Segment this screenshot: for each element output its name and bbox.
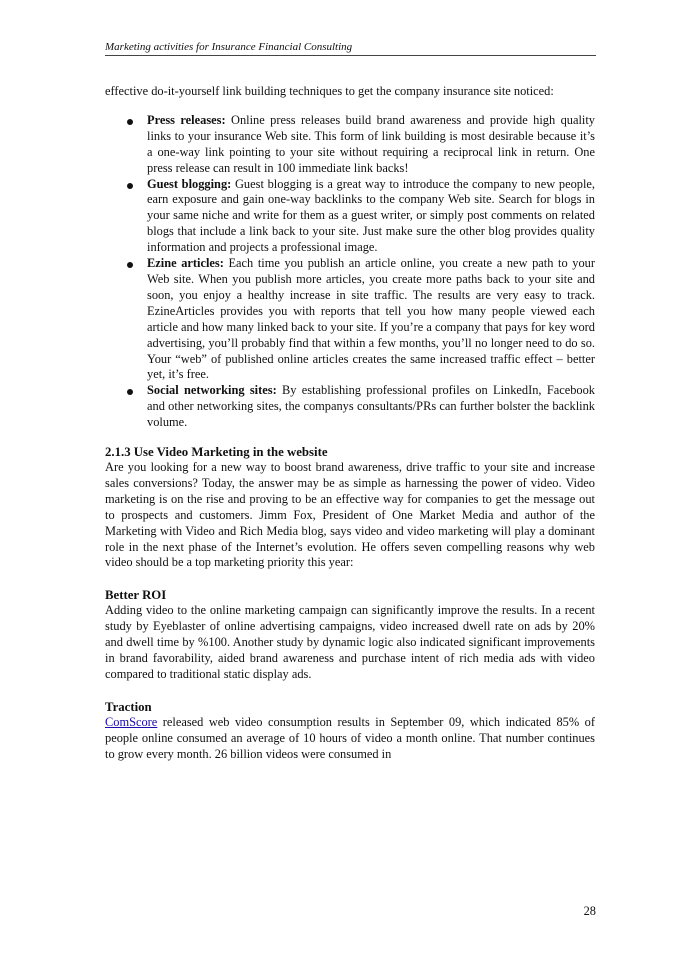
- list-item: [105, 177, 595, 257]
- page-body: [105, 84, 595, 763]
- list-item-term: Ezine articles:: [147, 256, 224, 271]
- running-header: Marketing activities for Insurance Financial Consulting: [105, 40, 596, 56]
- list-item: [105, 113, 595, 177]
- list-item: [105, 256, 595, 383]
- roi-heading: Better ROI: [105, 588, 167, 603]
- traction-heading: Traction: [105, 699, 152, 714]
- intro-paragraph: effective do-it-yourself link building techniques to get the company insurance site noticed:: [105, 84, 554, 98]
- list-item: [105, 383, 595, 431]
- section-paragraph: Are you looking for a new way to boost brand awareness, drive traffic to your site and increase sales conversions? Today, the answer may be as simple as harnessing the power of video. Video marketing is on the rise and proving to be an effective way for companies to get the message out to prospects and customers. Jimm Fox, President of One Market Media and author of the Marketing with Video and Rich Media blog, says video and video marketing will play a dominant role in the next phase of the Internet’s evolution. He offers seven compelling reasons why web video should be a top marketing priority this year:: [105, 460, 595, 570]
- bullet-icon: [127, 389, 133, 395]
- bullet-icon: [127, 262, 133, 268]
- list-item-text: Each time you publish an article online, you create a new path to your Web site. When you publish more articles, you create more paths back to your site and soon, you enjoy a healthy increase in site traffic. The results are very easy to track. EzineArticles provides you with reports that tell you how many people viewed each article and how many linked back to your site. If you’re a company that pays for key word advertising, you’ll probably find that within a few months, you’ll no longer need to do so. Your “web” of published online articles creates the same increased traffic effect – better yet, it’s free.: [147, 256, 595, 382]
- traction-paragraph: [105, 715, 595, 763]
- list-item-term: Guest blogging:: [147, 176, 232, 191]
- list-item-term: Social networking sites:: [147, 383, 277, 398]
- list-item-text: Online press releases build brand awareness and provide high quality links to your insurance Web site. This form of link building is most desirable because it’s a one-way link pointing to your site without requiring a reciprocal link in return. One press release can result in 100 immediate link backs!: [147, 112, 595, 175]
- traction-text: released web video consumption results in September 09, which indicated 85% of people online consumed an average of 10 hours of video a month online. That number continues to grow every month. 26 billion videos were consumed in: [105, 714, 595, 761]
- list-item-text: Guest blogging is a great way to introduce the company to new people, earn exposure and gain one-way backlinks to the company Web site. Search for blogs in your same niche and write for them as a guest writer, or simply post comments on related blogs that include a link back to your site. Just make sure the other blog provides quality information and projects a professional image.: [147, 176, 595, 255]
- page-number: 28: [583, 904, 596, 918]
- bullet-icon: [127, 183, 133, 189]
- bullet-icon: [127, 119, 133, 125]
- list-item-term: Press releases:: [147, 112, 226, 127]
- section-heading: 2.1.3 Use Video Marketing in the website: [105, 445, 328, 460]
- link-building-list: [105, 113, 595, 431]
- list-item-text: By establishing professional profiles on LinkedIn, Facebook and other networking sites, the companys consultants/PRs can further bolster the backlink volume.: [147, 383, 595, 430]
- comscore-link[interactable]: ComScore: [105, 714, 158, 729]
- roi-paragraph: Adding video to the online marketing campaign can significantly improve the results. In a recent study by Eyeblaster of online advertising campaigns, video increased dwell rate on ads by 20% and dwell time by %100. Another study by dynamic logic also indicated significant improvements in brand favorability, aided brand awareness and purchase intent of rich media ads with video compared to traditional static display ads.: [105, 603, 595, 681]
